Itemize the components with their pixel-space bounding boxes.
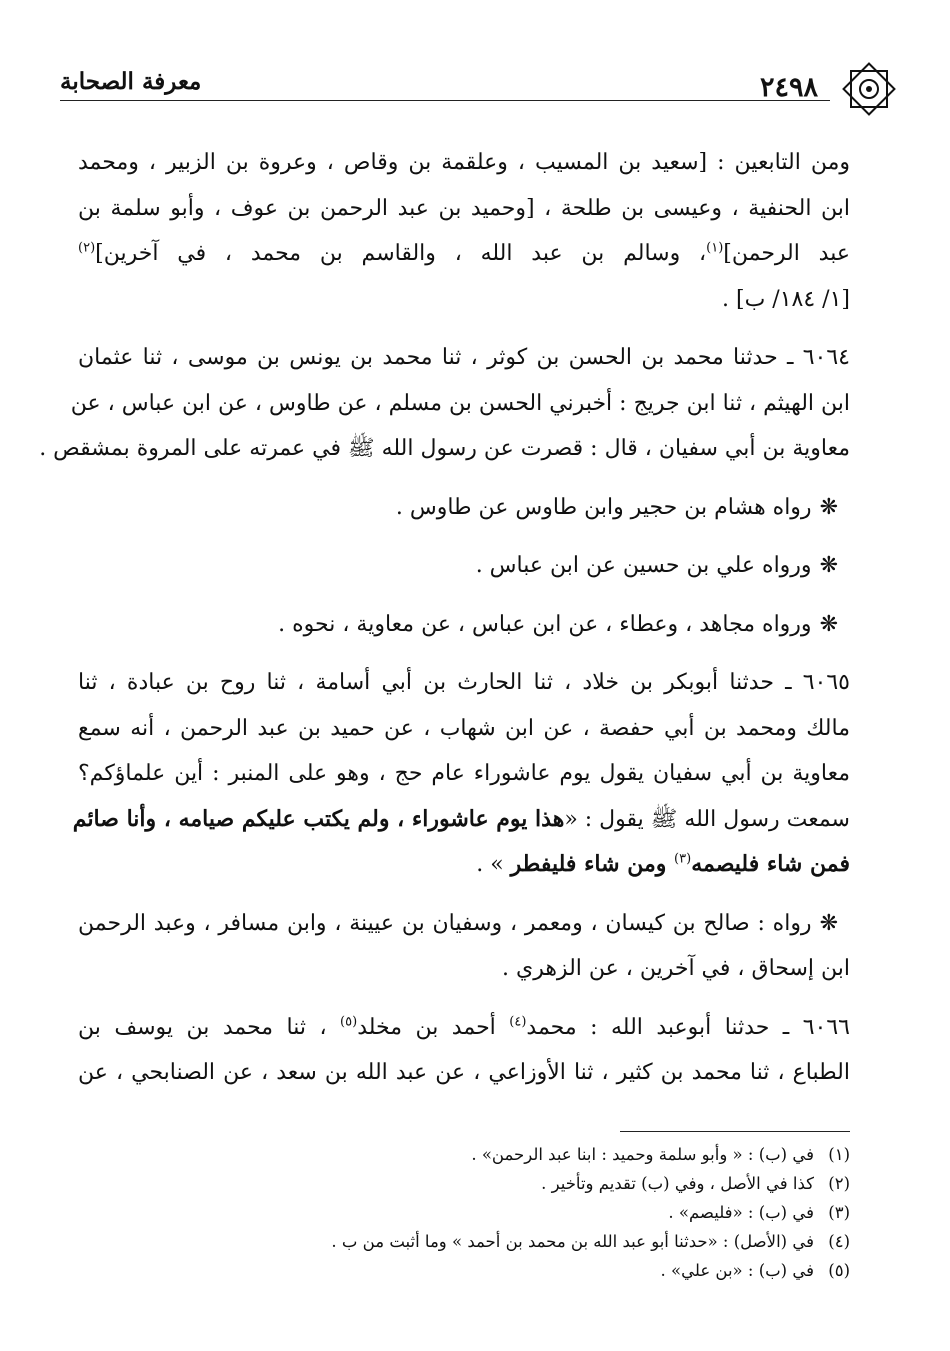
footnote-text: في (الأصل) : «حدثنا أبو عبد الله بن محمد بن أحمد » وما أثبت من ب . xyxy=(331,1232,814,1251)
paragraph-tabiin xyxy=(78,140,850,322)
text-line xyxy=(78,231,850,277)
main-text xyxy=(39,140,850,1096)
text-line: ابن الهيثم ، ثنا ابن جريج : أخبرني الحسن بن مسلم ، عن طاوس ، عن ابن عباس ، عن xyxy=(70,390,850,416)
text-run: رواه هشام بن حجير وابن طاوس عن طاوس . xyxy=(395,494,812,520)
star-bullet-icon: ❋ xyxy=(819,494,838,520)
footnote xyxy=(120,1198,850,1227)
book-title: معرفة الصحابة xyxy=(60,68,202,95)
text-run: سمعت رسول الله ﷺ يقول : « xyxy=(564,806,850,832)
text-line: الطباع ، ثنا محمد بن كثير ، ثنا الأوزاعي ، عن عبد الله بن سعد ، عن الصنابحي ، عن xyxy=(78,1060,850,1085)
text-run: أحمد بن مخلد xyxy=(357,1014,510,1040)
narration-note xyxy=(78,901,850,992)
footnote-text: في (ب) : « وأبو سلمة وحميد : ابنا عبد الرحمن» . xyxy=(471,1145,814,1164)
page-number: ٢٤٩٨ xyxy=(759,72,818,103)
narration-note xyxy=(78,485,850,531)
text-run: ، وسالم بن عبد الله ، والقاسم بن محمد ، في آخرين] xyxy=(95,241,707,266)
text-line: ابن إسحاق ، في آخرين ، عن الزهري . xyxy=(501,956,850,981)
text-line: معاوية بن أبي سفيان ، قال : قصرت عن رسول الله ﷺ في عمرته على المروة بمشقص . xyxy=(39,436,850,461)
text-line: ابن الحنفية ، وعيسى بن طلحة ، [وحميد بن عبد الرحمن بن عوف ، وأبو سلمة بن xyxy=(78,195,850,221)
text-line: ٦٠٦٥ ـ حدثنا أبوبكر بن خلاد ، ثنا الحارث بن أبي أسامة ، ثنا روح بن عبادة ، ثنا xyxy=(78,670,850,695)
text-line: معاوية بن أبي سفيان يقول يوم عاشوراء عام حج ، وهو على المنبر : أين علماؤكم؟ xyxy=(78,761,850,786)
footnote-number: (٢) xyxy=(828,1174,850,1193)
footnote-number: (٥) xyxy=(828,1261,850,1280)
footnote-ref[interactable]: (٥) xyxy=(340,1014,358,1030)
narration-note xyxy=(78,543,850,589)
footnote-ref[interactable]: (٤) xyxy=(509,1014,527,1030)
footnote-text: في (ب) : «فليصم» . xyxy=(668,1203,814,1222)
star-bullet-icon: ❋ xyxy=(819,611,838,637)
text-line xyxy=(72,797,850,843)
text-run: ، ثنا محمد بن يوسف بن xyxy=(78,1014,341,1040)
footnote xyxy=(120,1227,850,1256)
text-line: ومن التابعين : [سعيد بن المسيب ، وعلقمة بن وقاص ، وعروة بن الزبير ، ومحمد xyxy=(78,150,850,175)
footnote-ref[interactable]: (٣) xyxy=(674,851,692,867)
text-line xyxy=(78,543,838,589)
text-line xyxy=(78,1005,850,1051)
footnote-rule xyxy=(620,1131,850,1132)
star-ornament-icon xyxy=(838,58,900,120)
hadith-quote: هذا يوم عاشوراء ، ولم يكتب عليكم صيامه ، وأنا صائم xyxy=(72,805,565,832)
footnote-text: كذا في الأصل ، وفي (ب) تقديم وتأخير . xyxy=(541,1174,814,1193)
text-run: ورواه علي بن حسين عن ابن عباس . xyxy=(475,553,812,578)
narration-note xyxy=(78,602,850,648)
footnote xyxy=(120,1256,850,1285)
hadith-quote: ومن شاء فليفطر xyxy=(510,851,675,877)
text-line xyxy=(78,485,838,531)
text-run: » . xyxy=(476,852,511,877)
hadith-6064 xyxy=(39,335,850,472)
footnote xyxy=(120,1140,850,1169)
hadith-6066 xyxy=(78,1005,850,1096)
hadith-quote: فمن شاء فليصمه xyxy=(691,851,850,877)
text-line xyxy=(78,842,850,888)
footnote-ref[interactable]: (٢) xyxy=(78,240,96,256)
text-run: عبد الرحمن] xyxy=(723,241,850,266)
footnote-ref[interactable]: (١) xyxy=(706,240,724,256)
footnote-number: (١) xyxy=(828,1145,850,1164)
text-line xyxy=(78,602,838,648)
hadith-6065 xyxy=(72,660,850,888)
footnote-text: في (ب) : «بن علي» . xyxy=(660,1261,814,1280)
header-rule xyxy=(60,100,830,101)
text-line: [١/ ١٨٤/ ب] . xyxy=(722,286,850,312)
footnote-number: (٣) xyxy=(828,1203,850,1222)
text-line: مالك ومحمد بن أبي حفصة ، عن ابن شهاب ، عن حميد بن عبد الرحمن ، أنه سمع xyxy=(78,715,850,741)
text-run: رواه : صالح بن كيسان ، ومعمر ، وسفيان بن عيينة ، وابن مسافر ، وعبد الرحمن xyxy=(78,910,812,936)
page-header xyxy=(60,58,890,118)
star-bullet-icon: ❋ xyxy=(819,910,838,936)
footnote xyxy=(120,1169,850,1198)
text-line xyxy=(78,901,838,947)
footnote-number: (٤) xyxy=(828,1232,850,1251)
text-run: ٦٠٦٦ ـ حدثنا أبوعبد الله : محمد xyxy=(526,1014,850,1040)
star-bullet-icon: ❋ xyxy=(819,553,838,578)
text-run: ورواه مجاهد ، وعطاء ، عن ابن عباس ، عن معاوية ، نحوه . xyxy=(278,611,812,637)
text-line: ٦٠٦٤ ـ حدثنا محمد بن الحسن بن كوثر ، ثنا محمد بن يونس بن موسى ، ثنا عثمان xyxy=(78,345,850,370)
footnotes xyxy=(120,1140,850,1285)
